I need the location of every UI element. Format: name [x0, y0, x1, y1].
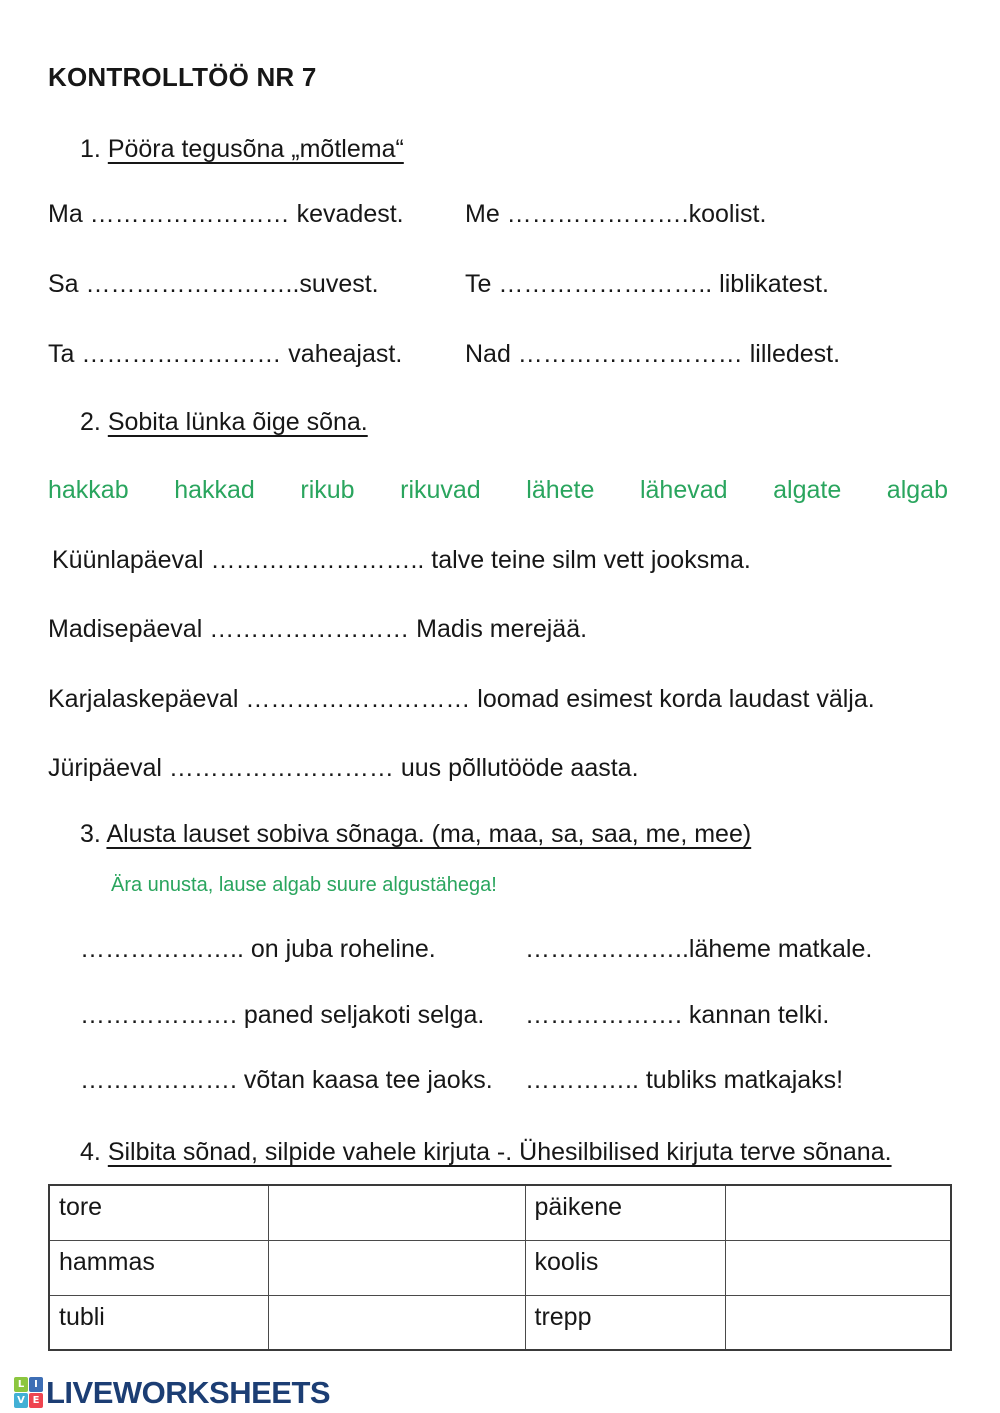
logo-icon [14, 1377, 43, 1408]
exercise3-heading [80, 820, 960, 848]
word-bank-item: lähete [526, 476, 595, 504]
word-bank [48, 476, 948, 504]
exercise2-heading-text: Sobita lünka õige sõna. [107, 408, 368, 436]
word-bank-item: hakkab [48, 476, 129, 504]
table-cell-word: tubli [49, 1295, 268, 1350]
blank-sentence: Sa ……………………..suvest. [48, 270, 379, 298]
brand-name: LIVEWORKSHEETS [46, 1375, 331, 1410]
fill-row [80, 1066, 960, 1094]
syllable-table [48, 1184, 952, 1351]
logo-letter-v: V [14, 1393, 28, 1408]
exercise4-number: 4. [80, 1138, 101, 1166]
table-cell-word: päikene [525, 1185, 725, 1240]
fill-row [48, 200, 960, 228]
instruction-note: Ära unusta, lause algab suure algustähega! [111, 874, 497, 896]
word-bank-item: algate [773, 476, 842, 504]
table-row [49, 1295, 951, 1350]
blank-sentence: ………………. paned seljakoti selga. [80, 1001, 485, 1029]
blank-sentence: Ta …………………… vaheajast. [48, 340, 403, 368]
table-cell-word: koolis [525, 1240, 725, 1295]
logo-letter-i: I [29, 1377, 43, 1392]
blank-sentence: ………….. tubliks matkajaks! [525, 1066, 844, 1094]
fill-row [80, 1001, 960, 1029]
exercise1-heading [80, 135, 960, 163]
table-cell-answer[interactable] [725, 1185, 951, 1240]
table-cell-word: tore [49, 1185, 268, 1240]
exercise1-rows [48, 200, 960, 368]
blank-sentence: ………………. kannan telki. [525, 1001, 830, 1029]
blank-sentence: Jüripäeval ……………………… uus põllutööde aasta. [48, 754, 639, 782]
exercise2-number: 2. [80, 408, 101, 436]
table-cell-word: trepp [525, 1295, 725, 1350]
logo-letter-e: E [29, 1393, 43, 1408]
table-cell-answer[interactable] [268, 1185, 525, 1240]
page-title: KONTROLLTÖÖ NR 7 [48, 62, 317, 92]
table-cell-word: hammas [49, 1240, 268, 1295]
exercise3-rows [80, 935, 960, 1094]
exercise2-sentences [48, 546, 960, 782]
exercise3-heading-text: Alusta lauset sobiva sõnaga. (ma, maa, sa, saa, me, mee) [106, 820, 752, 848]
blank-sentence: Me ………………….koolist. [465, 200, 767, 228]
blank-sentence: ……………….. on juba roheline. [80, 935, 436, 963]
table-cell-answer[interactable] [268, 1240, 525, 1295]
blank-sentence: Karjalaskepäeval ……………………… loomad esimest korda laudast välja. [48, 685, 875, 713]
word-bank-item: rikuvad [400, 476, 481, 504]
exercise1-number: 1. [80, 135, 101, 163]
table-cell-answer[interactable] [725, 1240, 951, 1295]
blank-sentence: ………………. võtan kaasa tee jaoks. [80, 1066, 493, 1094]
logo-letter-l: L [14, 1377, 28, 1392]
word-bank-item: algab [886, 476, 948, 504]
fill-row [48, 340, 960, 368]
exercise4-heading [80, 1138, 960, 1166]
table-row [49, 1185, 951, 1240]
blank-sentence: Küünlapäeval …………………….. talve teine silm vett jooksma. [52, 546, 751, 574]
exercise3-number: 3. [80, 820, 101, 848]
exercise4-heading-text: Silbita sõnad, silpide vahele kirjuta -. Ühesilbilised kirjuta terve sõnana. [107, 1138, 892, 1166]
word-bank-item: hakkad [174, 476, 255, 504]
blank-sentence: Nad ……………………… lilledest. [465, 340, 841, 368]
worksheet-page [0, 63, 1000, 1408]
blank-sentence: Te …………………….. liblikatest. [465, 270, 829, 298]
table-cell-answer[interactable] [725, 1295, 951, 1350]
table-row [49, 1240, 951, 1295]
liveworksheets-logo [14, 1377, 960, 1408]
exercise2-heading [80, 408, 960, 436]
word-bank-item: rikub [300, 476, 355, 504]
fill-row [48, 270, 960, 298]
blank-sentence: ………………..läheme matkale. [525, 935, 873, 963]
blank-sentence: Madisepäeval …………………… Madis merejää. [48, 615, 588, 643]
blank-sentence: Ma …………………… kevadest. [48, 200, 404, 228]
word-bank-item: lähevad [639, 476, 728, 504]
exercise1-heading-text: Pööra tegusõna „mõtlema“ [107, 135, 404, 163]
fill-row [80, 935, 960, 963]
table-cell-answer[interactable] [268, 1295, 525, 1350]
